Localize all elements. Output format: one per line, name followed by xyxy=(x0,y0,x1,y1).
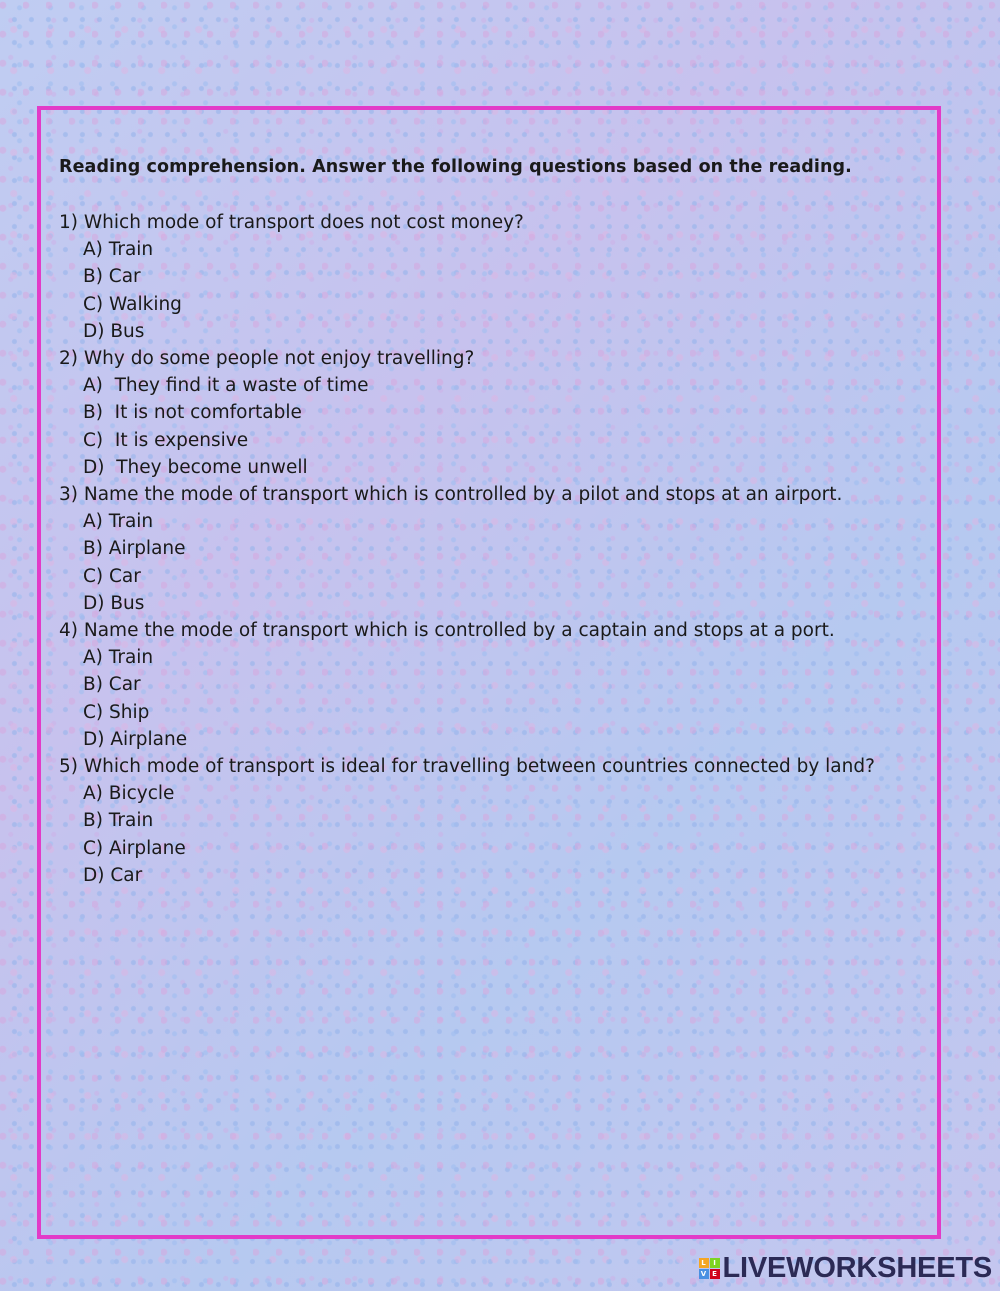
options-list xyxy=(59,372,919,481)
answer-option[interactable]: D) Car xyxy=(83,864,143,886)
question-text: 1) Which mode of transport does not cost money? xyxy=(59,212,524,233)
options-list xyxy=(59,508,919,617)
question-text: 4) Name the mode of transport which is controlled by a captain and stops at a port. xyxy=(59,620,835,642)
options-list xyxy=(59,644,919,753)
answer-option[interactable]: B) Car xyxy=(83,266,141,288)
question-block xyxy=(59,209,919,345)
question-block xyxy=(59,345,919,481)
answer-option[interactable]: D) They become unwell xyxy=(83,456,308,478)
question-text: 2) Why do some people not enjoy travelling? xyxy=(59,348,475,370)
answer-option[interactable]: A) Train xyxy=(83,511,154,533)
logo-letter: V xyxy=(699,1269,709,1279)
options-list xyxy=(59,780,919,889)
instructions-heading: Reading comprehension. Answer the following questions based on the reading. xyxy=(59,157,852,177)
answer-option[interactable]: B) Airplane xyxy=(83,538,186,560)
question-text: 3) Name the mode of transport which is controlled by a pilot and stops at an airport. xyxy=(59,484,843,506)
answer-option[interactable]: C) It is expensive xyxy=(83,429,249,451)
answer-option[interactable]: C) Airplane xyxy=(83,837,186,859)
worksheet-content xyxy=(59,154,919,889)
answer-option[interactable]: B) Train xyxy=(83,810,154,832)
question-block xyxy=(59,753,919,889)
logo-letter: L xyxy=(699,1258,709,1268)
answer-option[interactable]: A) They find it a waste of time xyxy=(83,375,369,397)
logo-letter: E xyxy=(710,1269,720,1279)
liveworksheets-brand[interactable] xyxy=(699,1252,993,1285)
question-block xyxy=(59,617,919,753)
brand-name: LIVEWORKSHEETS xyxy=(722,1252,992,1284)
question-block xyxy=(59,481,919,617)
answer-option[interactable]: A) Train xyxy=(83,239,154,261)
question-text: 5) Which mode of transport is ideal for travelling between countries connected by land? xyxy=(59,756,875,778)
answer-option[interactable]: A) Bicycle xyxy=(83,783,175,805)
answer-option[interactable]: C) Ship xyxy=(83,701,150,723)
answer-option[interactable]: D) Bus xyxy=(83,592,145,614)
options-list xyxy=(59,236,919,345)
liveworksheets-logo-icon xyxy=(699,1258,720,1279)
answer-option[interactable]: C) Car xyxy=(83,565,141,587)
answer-option[interactable]: B) Car xyxy=(83,674,141,696)
answer-option[interactable]: C) Walking xyxy=(83,293,182,315)
answer-option[interactable]: D) Airplane xyxy=(83,728,188,750)
answer-option[interactable]: A) Train xyxy=(83,647,154,669)
answer-option[interactable]: D) Bus xyxy=(83,320,145,342)
logo-letter: I xyxy=(710,1258,720,1268)
answer-option[interactable]: B) It is not comfortable xyxy=(83,402,302,424)
